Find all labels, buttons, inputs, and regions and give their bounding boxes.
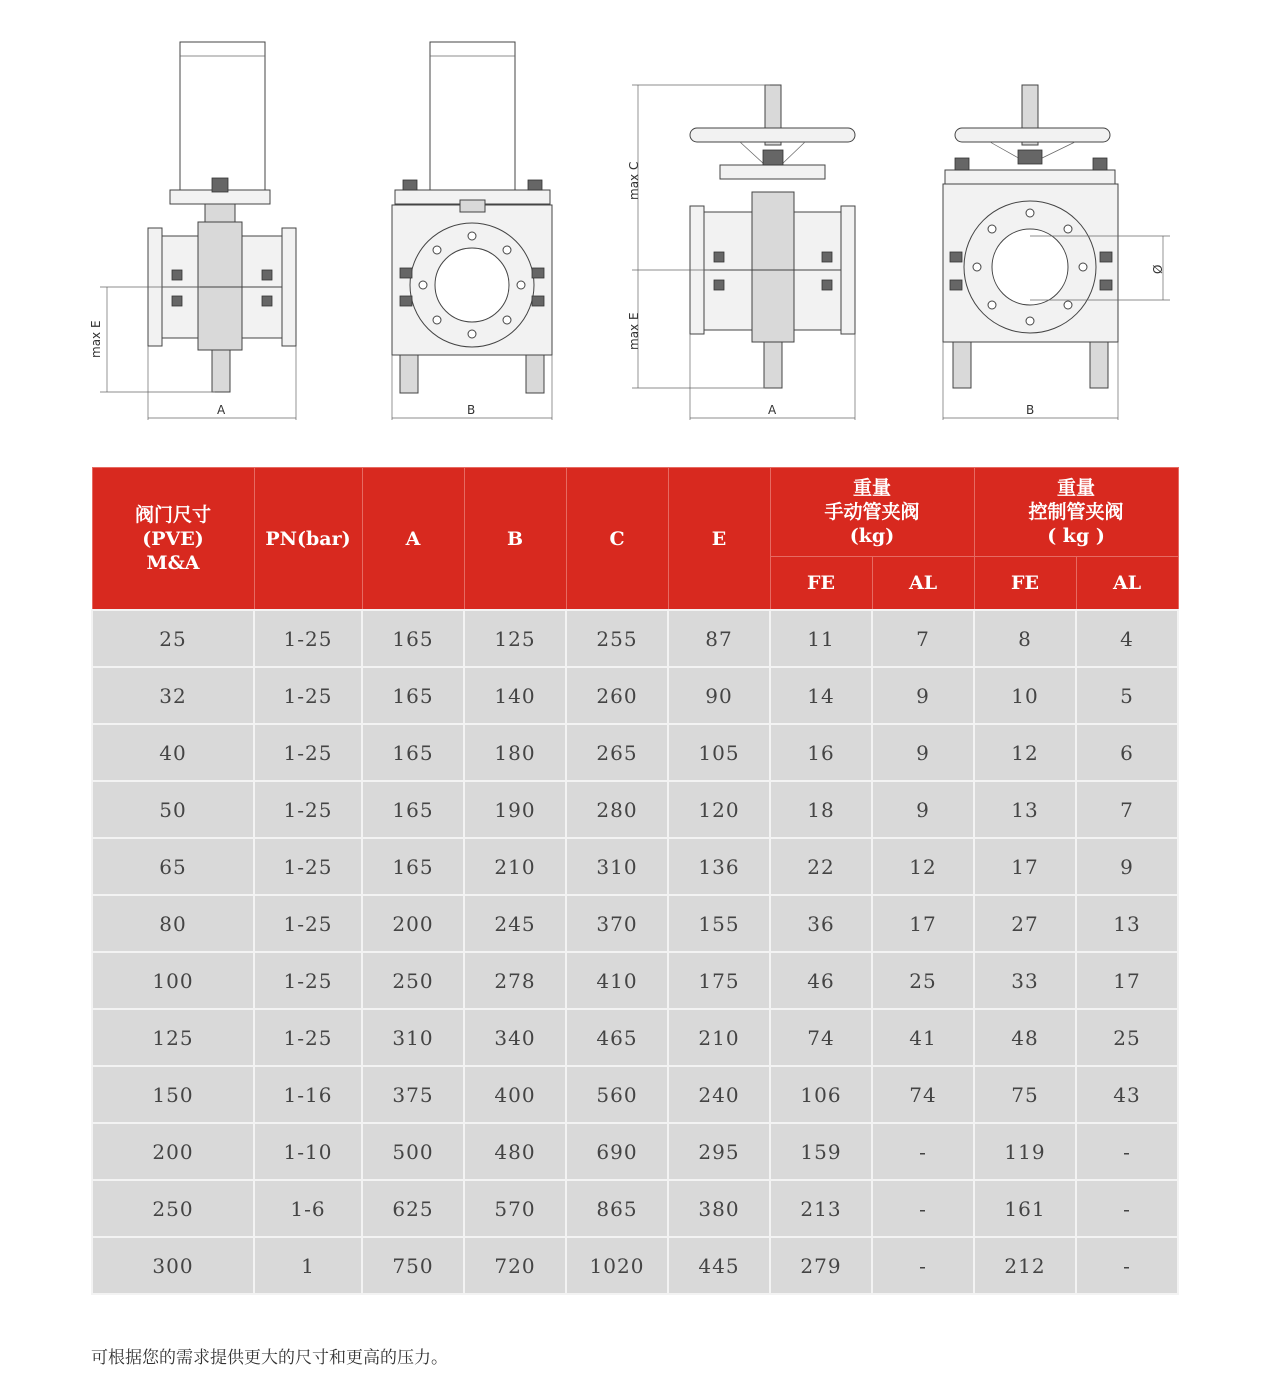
- cell-pn: 1-25: [254, 1009, 362, 1066]
- cell-manual-fe: 14: [770, 667, 872, 724]
- cell-e: 380: [668, 1180, 770, 1237]
- cell-b: 180: [464, 724, 566, 781]
- cell-control-fe: 13: [974, 781, 1076, 838]
- cell-pn: 1-16: [254, 1066, 362, 1123]
- table-row: [92, 838, 1178, 895]
- cell-pn: 1-10: [254, 1123, 362, 1180]
- cell-control-al: 9: [1076, 838, 1178, 895]
- cell-b: 400: [464, 1066, 566, 1123]
- cell-pn: 1-25: [254, 952, 362, 1009]
- cell-b: 190: [464, 781, 566, 838]
- drawing-manual-side-view: [627, 85, 855, 420]
- header-a: A: [362, 468, 464, 611]
- cell-c: 265: [566, 724, 668, 781]
- cell-c: 465: [566, 1009, 668, 1066]
- cell-manual-al: 9: [872, 667, 974, 724]
- cell-manual-al: 74: [872, 1066, 974, 1123]
- cell-control-fe: 27: [974, 895, 1076, 952]
- cell-c: 1020: [566, 1237, 668, 1294]
- cell-pn: 1-25: [254, 838, 362, 895]
- cell-manual-fe: 36: [770, 895, 872, 952]
- cell-control-fe: 12: [974, 724, 1076, 781]
- cell-e: 175: [668, 952, 770, 1009]
- cell-manual-al: 25: [872, 952, 974, 1009]
- drawing-manual-front-view: [943, 85, 1170, 420]
- cell-control-fe: 161: [974, 1180, 1076, 1237]
- table-row: [92, 781, 1178, 838]
- cell-control-al: -: [1076, 1123, 1178, 1180]
- cell-size: 250: [92, 1180, 254, 1237]
- cell-e: 210: [668, 1009, 770, 1066]
- cell-size: 65: [92, 838, 254, 895]
- cell-manual-al: -: [872, 1123, 974, 1180]
- cell-e: 105: [668, 724, 770, 781]
- cell-b: 278: [464, 952, 566, 1009]
- cell-manual-fe: 22: [770, 838, 872, 895]
- cell-manual-al: -: [872, 1237, 974, 1294]
- cell-c: 690: [566, 1123, 668, 1180]
- cell-size: 300: [92, 1237, 254, 1294]
- cell-control-al: 7: [1076, 781, 1178, 838]
- cell-size: 50: [92, 781, 254, 838]
- dim-label-a-manual: A: [768, 403, 777, 417]
- table-row: [92, 1123, 1178, 1180]
- cell-control-al: 43: [1076, 1066, 1178, 1123]
- cell-pn: 1-25: [254, 610, 362, 667]
- cell-size: 150: [92, 1066, 254, 1123]
- dim-label-max-e-manual: max E: [627, 312, 641, 350]
- cell-e: 90: [668, 667, 770, 724]
- cell-control-al: 5: [1076, 667, 1178, 724]
- header-weight-manual: 重量 手动管夹阀 (kg): [770, 468, 974, 557]
- cell-c: 260: [566, 667, 668, 724]
- cell-manual-fe: 46: [770, 952, 872, 1009]
- technical-drawings: [0, 0, 1267, 460]
- table-row: [92, 610, 1178, 667]
- cell-manual-al: -: [872, 1180, 974, 1237]
- cell-manual-fe: 18: [770, 781, 872, 838]
- table-row: [92, 1009, 1178, 1066]
- header-manual-al: AL: [872, 557, 974, 611]
- cell-c: 370: [566, 895, 668, 952]
- cell-b: 210: [464, 838, 566, 895]
- dim-label-max-c: max C: [627, 161, 641, 200]
- cell-b: 720: [464, 1237, 566, 1294]
- cell-e: 240: [668, 1066, 770, 1123]
- table-row: [92, 952, 1178, 1009]
- cell-manual-fe: 213: [770, 1180, 872, 1237]
- header-b: B: [464, 468, 566, 611]
- cell-e: 87: [668, 610, 770, 667]
- cell-manual-fe: 74: [770, 1009, 872, 1066]
- cell-b: 480: [464, 1123, 566, 1180]
- cell-control-fe: 119: [974, 1123, 1076, 1180]
- cell-a: 500: [362, 1123, 464, 1180]
- cell-manual-fe: 279: [770, 1237, 872, 1294]
- table-body: [92, 610, 1178, 1294]
- cell-size: 80: [92, 895, 254, 952]
- cell-e: 295: [668, 1123, 770, 1180]
- header-e: E: [668, 468, 770, 611]
- cell-a: 200: [362, 895, 464, 952]
- drawing-pneumatic-side-view: [89, 42, 296, 420]
- header-control-fe: FE: [974, 557, 1076, 611]
- table-row: [92, 895, 1178, 952]
- cell-size: 25: [92, 610, 254, 667]
- cell-a: 165: [362, 838, 464, 895]
- cell-manual-al: 12: [872, 838, 974, 895]
- cell-size: 200: [92, 1123, 254, 1180]
- table-row: [92, 1237, 1178, 1294]
- cell-c: 310: [566, 838, 668, 895]
- cell-manual-fe: 11: [770, 610, 872, 667]
- cell-a: 165: [362, 610, 464, 667]
- cell-a: 250: [362, 952, 464, 1009]
- header-manual-fe: FE: [770, 557, 872, 611]
- cell-a: 310: [362, 1009, 464, 1066]
- table-row: [92, 1180, 1178, 1237]
- dim-label-max-e: max E: [89, 320, 103, 358]
- dim-label-diameter: Ø: [1151, 264, 1165, 274]
- cell-control-al: 6: [1076, 724, 1178, 781]
- cell-manual-al: 9: [872, 781, 974, 838]
- cell-a: 375: [362, 1066, 464, 1123]
- cell-a: 750: [362, 1237, 464, 1294]
- table-row: [92, 1066, 1178, 1123]
- drawing-pneumatic-front-view: [392, 42, 552, 420]
- header-weight-control: 重量 控制管夹阀 ( kg ): [974, 468, 1178, 557]
- cell-control-fe: 17: [974, 838, 1076, 895]
- cell-a: 165: [362, 724, 464, 781]
- cell-pn: 1-25: [254, 895, 362, 952]
- cell-b: 245: [464, 895, 566, 952]
- cell-control-al: 17: [1076, 952, 1178, 1009]
- cell-pn: 1-25: [254, 667, 362, 724]
- header-c: C: [566, 468, 668, 611]
- cell-control-al: 25: [1076, 1009, 1178, 1066]
- cell-c: 280: [566, 781, 668, 838]
- header-pn: PN(bar): [254, 468, 362, 611]
- cell-manual-fe: 16: [770, 724, 872, 781]
- cell-e: 155: [668, 895, 770, 952]
- valve-dimension-table: [91, 467, 1179, 1295]
- cell-a: 165: [362, 781, 464, 838]
- cell-control-fe: 75: [974, 1066, 1076, 1123]
- cell-pn: 1-25: [254, 781, 362, 838]
- cell-control-al: 13: [1076, 895, 1178, 952]
- cell-size: 100: [92, 952, 254, 1009]
- cell-e: 445: [668, 1237, 770, 1294]
- cell-pn: 1-6: [254, 1180, 362, 1237]
- cell-control-al: -: [1076, 1180, 1178, 1237]
- header-control-al: AL: [1076, 557, 1178, 611]
- cell-control-fe: 212: [974, 1237, 1076, 1294]
- cell-control-al: 4: [1076, 610, 1178, 667]
- cell-control-fe: 10: [974, 667, 1076, 724]
- cell-b: 140: [464, 667, 566, 724]
- cell-manual-al: 17: [872, 895, 974, 952]
- cell-e: 136: [668, 838, 770, 895]
- table-row: [92, 724, 1178, 781]
- cell-a: 165: [362, 667, 464, 724]
- dim-label-b: B: [467, 403, 476, 417]
- cell-e: 120: [668, 781, 770, 838]
- cell-pn: 1: [254, 1237, 362, 1294]
- cell-control-fe: 33: [974, 952, 1076, 1009]
- cell-b: 570: [464, 1180, 566, 1237]
- cell-size: 32: [92, 667, 254, 724]
- cell-c: 560: [566, 1066, 668, 1123]
- cell-pn: 1-25: [254, 724, 362, 781]
- cell-manual-al: 41: [872, 1009, 974, 1066]
- table-row: [92, 667, 1178, 724]
- cell-c: 255: [566, 610, 668, 667]
- header-valve-size: 阀门尺寸 (PVE) M&A: [92, 468, 254, 611]
- cell-a: 625: [362, 1180, 464, 1237]
- cell-control-fe: 48: [974, 1009, 1076, 1066]
- cell-manual-al: 9: [872, 724, 974, 781]
- cell-c: 865: [566, 1180, 668, 1237]
- cell-control-fe: 8: [974, 610, 1076, 667]
- cell-c: 410: [566, 952, 668, 1009]
- cell-control-al: -: [1076, 1237, 1178, 1294]
- dim-label-a: A: [217, 403, 226, 417]
- cell-size: 125: [92, 1009, 254, 1066]
- cell-manual-al: 7: [872, 610, 974, 667]
- cell-manual-fe: 106: [770, 1066, 872, 1123]
- cell-b: 340: [464, 1009, 566, 1066]
- cell-size: 40: [92, 724, 254, 781]
- cell-b: 125: [464, 610, 566, 667]
- dim-label-b-manual: B: [1026, 403, 1035, 417]
- footnote: 可根据您的需求提供更大的尺寸和更高的压力。: [91, 1348, 448, 1368]
- cell-manual-fe: 159: [770, 1123, 872, 1180]
